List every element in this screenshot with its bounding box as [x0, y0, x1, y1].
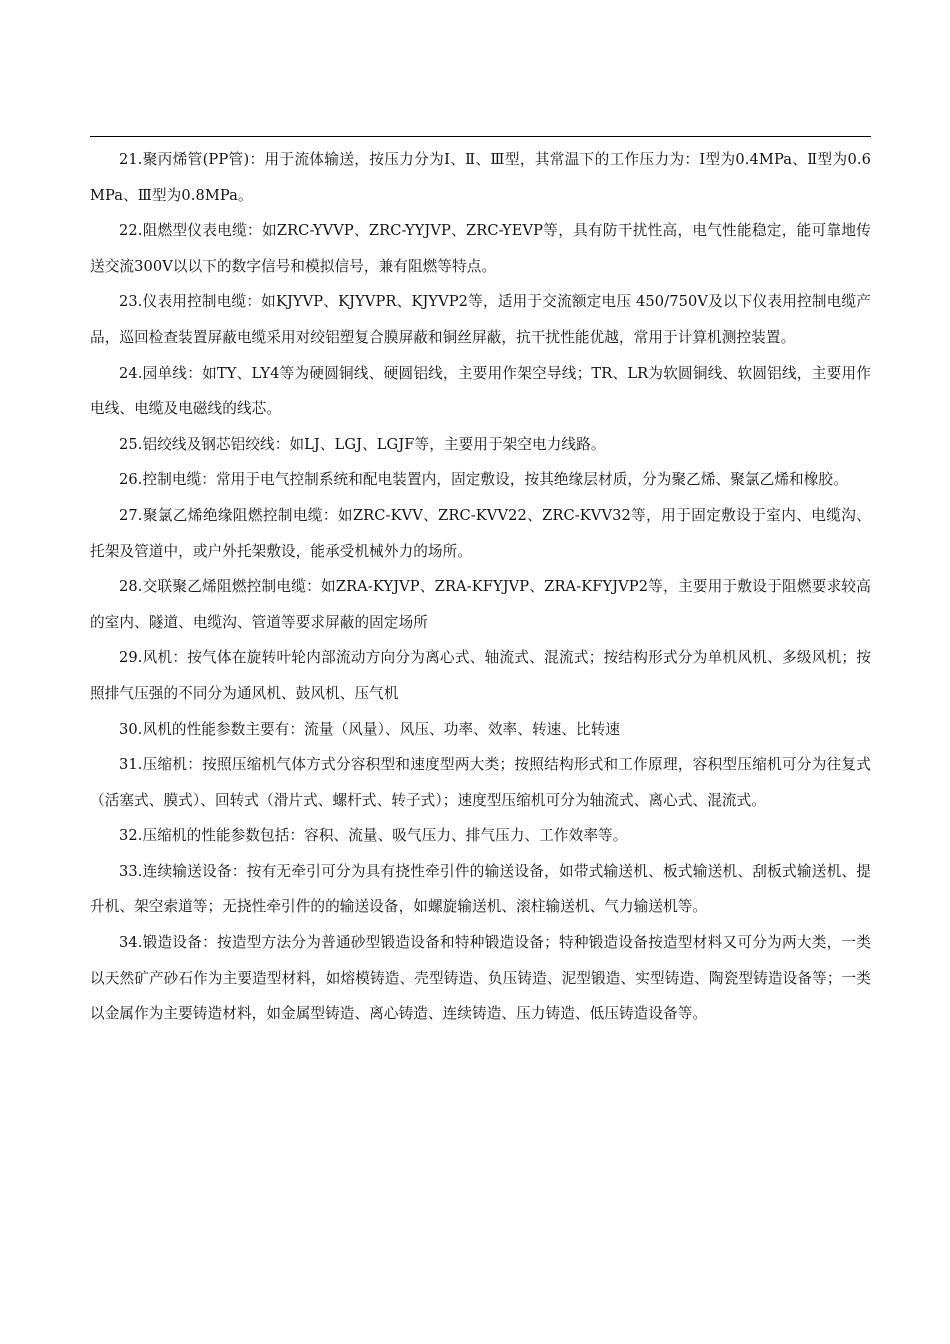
- paragraph-21: 21.聚丙烯管(PP管)：用于流体输送，按压力分为Ⅰ、Ⅱ、Ⅲ型，其常温下的工作压力为：Ⅰ型为0.4MPa、Ⅱ型为0.6MPa、Ⅲ型为0.8MPa。: [90, 151, 871, 204]
- paragraph-26: 26.控制电缆：常用于电气控制系统和配电装置内，固定敷设，按其绝缘层材质，分为聚乙烯、聚氯乙烯和橡胶。: [119, 471, 848, 489]
- paragraph-24: 24.园单线：如TY、LY4等为硬圆铜线、硬圆铝线，主要用作架空导线；TR、LR为软圆铜线、软圆铝线，主要用作电线、电缆及电磁线的线芯。: [90, 364, 871, 418]
- document-body: [90, 142, 871, 1032]
- paragraph-33: 33.连续输送设备：按有无牵引可分为具有挠性牵引件的输送设备，如带式输送机、板式输送机、刮板式输送机、提升机、架空索道等；无挠性牵引件的的输送设备，如螺旋输送机、滚柱输送机、气力输送机等。: [90, 862, 871, 916]
- paragraph-32: 32.压缩机的性能参数包括：容积、流量、吸气压力、排气压力、工作效率等。: [119, 827, 628, 845]
- paragraph-30: 30.风机的性能参数主要有：流量（风量）、风压、功率、效率、转速、比转速: [119, 720, 621, 738]
- paragraph-34: 34.锻造设备：按造型方法分为普通砂型锻造设备和特种锻造设备；特种锻造设备按造型材料又可分为两大类，一类以天然矿产砂石作为主要造型材料，如熔模铸造、壳型铸造、负压铸造、泥型锻造、实型铸造、陶瓷型铸造设备等；一类以金属作为主要铸造材料，如金属型铸造、离心铸造、连续铸造、压力铸造、低压铸造设备等。: [90, 934, 871, 1023]
- paragraph-29: 29.风机：按气体在旋转叶轮内部流动方向分为离心式、轴流式、混流式；按结构形式分为单机风机、多级风机；按照排气压强的不同分为通风机、鼓风机、压气机: [90, 649, 871, 702]
- header-rule: [90, 136, 871, 137]
- paragraph-25: 25.铝绞线及钢芯铝绞线：如LJ、LGJ、LGJF等，主要用于架空电力线路。: [119, 435, 606, 453]
- paragraph-23: 23.仪表用控制电缆：如KJYVP、KJYVPR、KJYVP2等，适用于交流额定电压 450/750V及以下仪表用控制电缆产品，巡回检查装置屏蔽电缆采用对绞铝塑复合膜屏蔽和铜丝屏蔽，抗干扰性能优越，常用于计算机测控装置。: [90, 293, 871, 346]
- paragraph-27: 27.聚氯乙烯绝缘阻燃控制电缆：如ZRC-KVV、ZRC-KVV22、ZRC-KVV32等，用于固定敷设于室内、电缆沟、托架及管道中，或户外托架敷设，能承受机械外力的场所。: [90, 506, 871, 560]
- paragraph-31: 31.压缩机：按照压缩机气体方式分容积型和速度型两大类；按照结构形式和工作原理，容积型压缩机可分为往复式（活塞式、膜式）、回转式（滑片式、螺杆式、转子式）；速度型压缩机可分为轴流式、离心式、混流式。: [90, 756, 871, 809]
- paragraph-22: 22.阻燃型仪表电缆：如ZRC-YVVP、ZRC-YYJVP、ZRC-YEVP等，具有防干扰性高，电气性能稳定，能可靠地传送交流300V以以下的数字信号和模拟信号，兼有阻燃等特点。: [90, 222, 871, 275]
- paragraph-28: 28.交联聚乙烯阻燃控制电缆：如ZRA-KYJVP、ZRA-KFYJVP、ZRA-KFYJVP2等，主要用于敷设于阻燃要求较高的室内、隧道、电缆沟、管道等要求屏蔽的固定场所: [90, 578, 871, 631]
